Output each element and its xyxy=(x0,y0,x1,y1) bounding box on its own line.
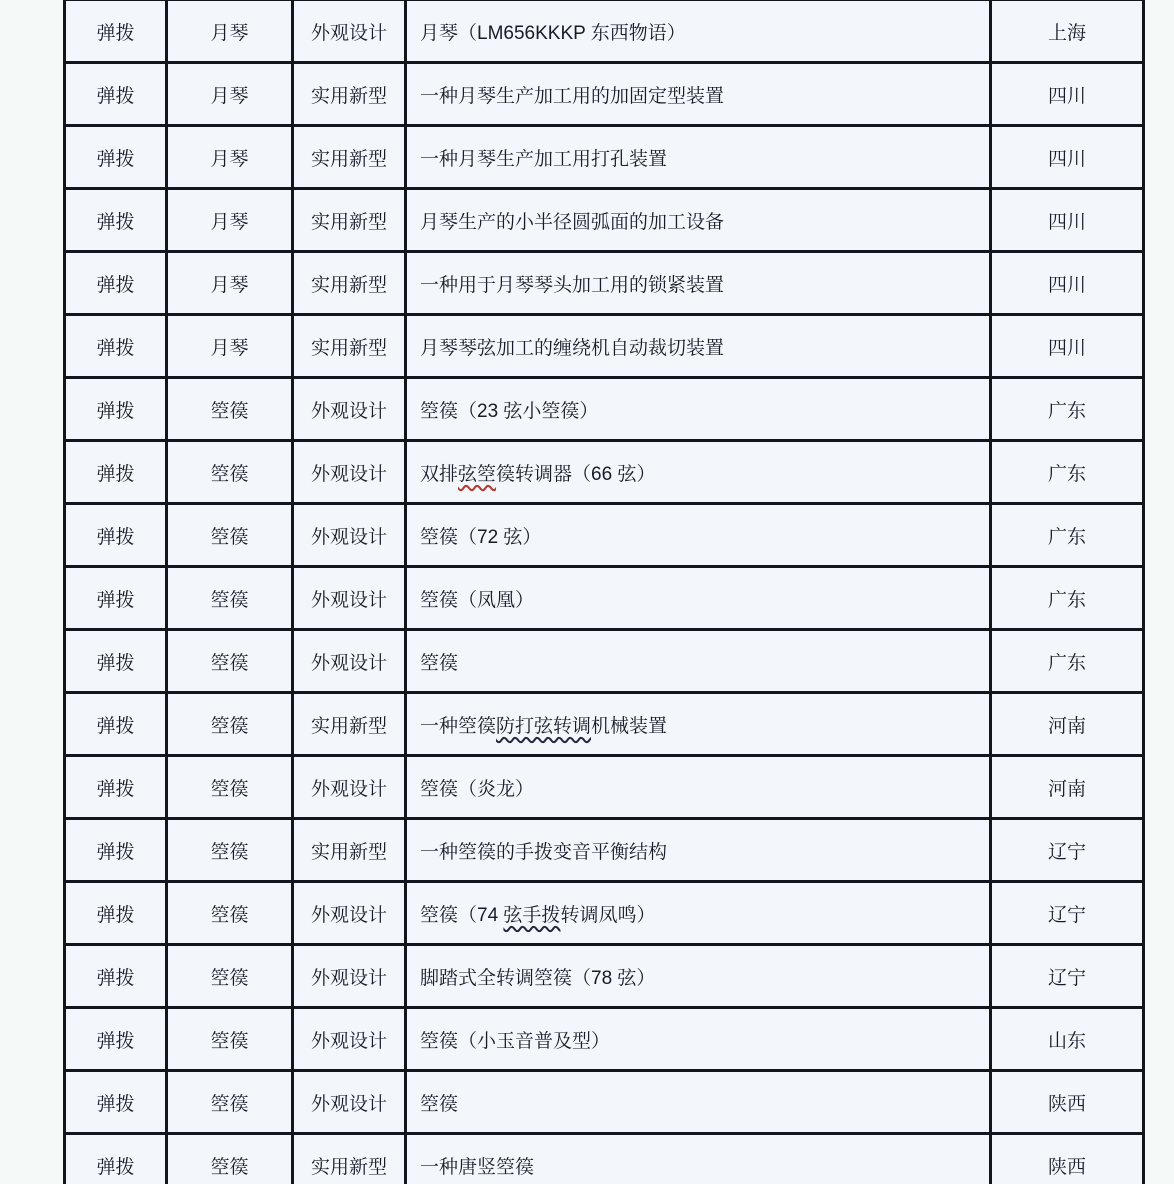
title-segment-squiggle: 弦手拨 xyxy=(503,904,561,926)
patent-type-cell: 实用新型 xyxy=(293,252,406,315)
title-cell xyxy=(406,567,991,630)
instrument-cell: 箜篌 xyxy=(167,567,293,630)
instrument-cell: 箜篌 xyxy=(167,378,293,441)
patent-type-cell: 实用新型 xyxy=(293,1134,406,1184)
title-cell xyxy=(406,693,991,756)
instrument-cell: 箜篌 xyxy=(167,693,293,756)
title-cell xyxy=(406,0,991,63)
patent-table xyxy=(63,0,1145,1184)
instrument-cell: 月琴 xyxy=(167,315,293,378)
province-cell: 广东 xyxy=(991,630,1144,693)
category-cell: 弹拨 xyxy=(65,567,167,630)
patent-type-cell: 外观设计 xyxy=(293,378,406,441)
title-segment: 一种箜篌 xyxy=(420,715,497,737)
table-row xyxy=(65,945,1144,1008)
table-row xyxy=(65,1008,1144,1071)
province-cell: 四川 xyxy=(991,126,1144,189)
title-cell xyxy=(406,252,991,315)
patent-type-cell: 外观设计 xyxy=(293,0,406,63)
title-cell xyxy=(406,504,991,567)
title-cell xyxy=(406,945,991,1008)
instrument-cell: 月琴 xyxy=(167,189,293,252)
patent-type-cell: 外观设计 xyxy=(293,1008,406,1071)
title-segment: 脚踏式全转调箜篌（78 弦） xyxy=(420,967,656,989)
province-cell: 四川 xyxy=(991,189,1144,252)
patent-type-cell: 实用新型 xyxy=(293,693,406,756)
title-segment-squiggle: 弦箜 xyxy=(458,463,497,485)
category-cell: 弹拨 xyxy=(65,693,167,756)
patent-type-cell: 外观设计 xyxy=(293,441,406,504)
patent-table-body xyxy=(65,0,1144,1184)
category-cell: 弹拨 xyxy=(65,441,167,504)
province-cell: 广东 xyxy=(991,378,1144,441)
instrument-cell: 月琴 xyxy=(167,252,293,315)
instrument-cell: 月琴 xyxy=(167,63,293,126)
category-cell: 弹拨 xyxy=(65,1071,167,1134)
title-segment: 箜篌（炎龙） xyxy=(420,778,535,800)
title-segment: 一种月琴生产加工用的加固定型装置 xyxy=(420,85,725,107)
province-cell: 四川 xyxy=(991,315,1144,378)
province-cell: 广东 xyxy=(991,567,1144,630)
province-cell: 陕西 xyxy=(991,1134,1144,1184)
title-segment: 机械装置 xyxy=(591,715,668,737)
title-cell xyxy=(406,378,991,441)
title-segment: 箜篌（23 弦小箜篌） xyxy=(420,400,599,422)
title-segment: 箜篌（74 xyxy=(420,904,504,926)
category-cell: 弹拨 xyxy=(65,189,167,252)
province-cell: 河南 xyxy=(991,693,1144,756)
title-cell xyxy=(406,189,991,252)
title-segment-squiggle: 防打弦转调 xyxy=(496,715,592,737)
instrument-cell: 箜篌 xyxy=(167,756,293,819)
title-cell xyxy=(406,315,991,378)
instrument-cell: 箜篌 xyxy=(167,504,293,567)
category-cell: 弹拨 xyxy=(65,630,167,693)
title-segment: 月琴琴弦加工的缠绕机自动裁切装置 xyxy=(420,337,725,359)
patent-type-cell: 实用新型 xyxy=(293,63,406,126)
category-cell: 弹拨 xyxy=(65,63,167,126)
category-cell: 弹拨 xyxy=(65,504,167,567)
patent-type-cell: 外观设计 xyxy=(293,756,406,819)
province-cell: 上海 xyxy=(991,0,1144,63)
table-row xyxy=(65,441,1144,504)
instrument-cell: 箜篌 xyxy=(167,1134,293,1184)
title-segment: 箜篌 xyxy=(420,1093,459,1115)
instrument-cell: 箜篌 xyxy=(167,1008,293,1071)
category-cell: 弹拨 xyxy=(65,756,167,819)
title-segment: 篌转调器（66 弦） xyxy=(496,463,656,485)
title-cell xyxy=(406,126,991,189)
title-cell xyxy=(406,756,991,819)
instrument-cell: 箜篌 xyxy=(167,1071,293,1134)
province-cell: 辽宁 xyxy=(991,945,1144,1008)
table-row xyxy=(65,567,1144,630)
patent-type-cell: 实用新型 xyxy=(293,315,406,378)
category-cell: 弹拨 xyxy=(65,945,167,1008)
title-cell xyxy=(406,882,991,945)
title-segment: 双排 xyxy=(420,463,459,485)
title-cell xyxy=(406,1134,991,1184)
instrument-cell: 箜篌 xyxy=(167,819,293,882)
title-segment: 箜篌（凤凰） xyxy=(420,589,535,611)
category-cell: 弹拨 xyxy=(65,882,167,945)
province-cell: 广东 xyxy=(991,441,1144,504)
province-cell: 广东 xyxy=(991,504,1144,567)
title-segment: 一种用于月琴琴头加工用的锁紧装置 xyxy=(420,274,725,296)
patent-type-cell: 外观设计 xyxy=(293,945,406,1008)
title-segment: 一种箜篌的手拨变音平衡结构 xyxy=(420,841,668,863)
title-cell xyxy=(406,819,991,882)
table-row xyxy=(65,1071,1144,1134)
table-row xyxy=(65,819,1144,882)
title-cell xyxy=(406,630,991,693)
patent-type-cell: 外观设计 xyxy=(293,882,406,945)
category-cell: 弹拨 xyxy=(65,252,167,315)
province-cell: 陕西 xyxy=(991,1071,1144,1134)
category-cell: 弹拨 xyxy=(65,0,167,63)
title-cell xyxy=(406,63,991,126)
patent-type-cell: 实用新型 xyxy=(293,819,406,882)
instrument-cell: 箜篌 xyxy=(167,945,293,1008)
table-row xyxy=(65,63,1144,126)
table-row xyxy=(65,189,1144,252)
instrument-cell: 箜篌 xyxy=(167,882,293,945)
table-row xyxy=(65,630,1144,693)
instrument-cell: 箜篌 xyxy=(167,441,293,504)
table-row xyxy=(65,0,1144,63)
table-row xyxy=(65,756,1144,819)
instrument-cell: 月琴 xyxy=(167,0,293,63)
table-row xyxy=(65,126,1144,189)
province-cell: 四川 xyxy=(991,252,1144,315)
category-cell: 弹拨 xyxy=(65,1134,167,1184)
table-row xyxy=(65,1134,1144,1184)
instrument-cell: 月琴 xyxy=(167,126,293,189)
title-cell xyxy=(406,441,991,504)
province-cell: 辽宁 xyxy=(991,819,1144,882)
title-segment: 箜篌（72 弦） xyxy=(420,526,542,548)
title-segment: 箜篌（小玉音普及型） xyxy=(420,1030,611,1052)
title-segment: 月琴生产的小半径圆弧面的加工设备 xyxy=(420,211,725,233)
category-cell: 弹拨 xyxy=(65,315,167,378)
table-row xyxy=(65,315,1144,378)
table-row xyxy=(65,882,1144,945)
table-row xyxy=(65,504,1144,567)
category-cell: 弹拨 xyxy=(65,1008,167,1071)
title-segment: 箜篌 xyxy=(420,652,459,674)
table-row xyxy=(65,252,1144,315)
province-cell: 四川 xyxy=(991,63,1144,126)
category-cell: 弹拨 xyxy=(65,126,167,189)
province-cell: 河南 xyxy=(991,756,1144,819)
instrument-cell: 箜篌 xyxy=(167,630,293,693)
patent-type-cell: 外观设计 xyxy=(293,1071,406,1134)
province-cell: 山东 xyxy=(991,1008,1144,1071)
title-cell xyxy=(406,1071,991,1134)
table-row xyxy=(65,693,1144,756)
patent-type-cell: 外观设计 xyxy=(293,567,406,630)
title-segment: 月琴（LM656KKKP 东西物语） xyxy=(420,22,686,44)
title-segment: 一种月琴生产加工用打孔装置 xyxy=(420,148,668,170)
title-segment: 一种唐竖箜篌 xyxy=(420,1156,535,1178)
patent-type-cell: 外观设计 xyxy=(293,630,406,693)
patent-type-cell: 实用新型 xyxy=(293,126,406,189)
province-cell: 辽宁 xyxy=(991,882,1144,945)
category-cell: 弹拨 xyxy=(65,378,167,441)
patent-type-cell: 实用新型 xyxy=(293,189,406,252)
patent-type-cell: 外观设计 xyxy=(293,504,406,567)
table-row xyxy=(65,378,1144,441)
title-cell xyxy=(406,1008,991,1071)
category-cell: 弹拨 xyxy=(65,819,167,882)
title-segment: 转调凤鸣） xyxy=(560,904,656,926)
